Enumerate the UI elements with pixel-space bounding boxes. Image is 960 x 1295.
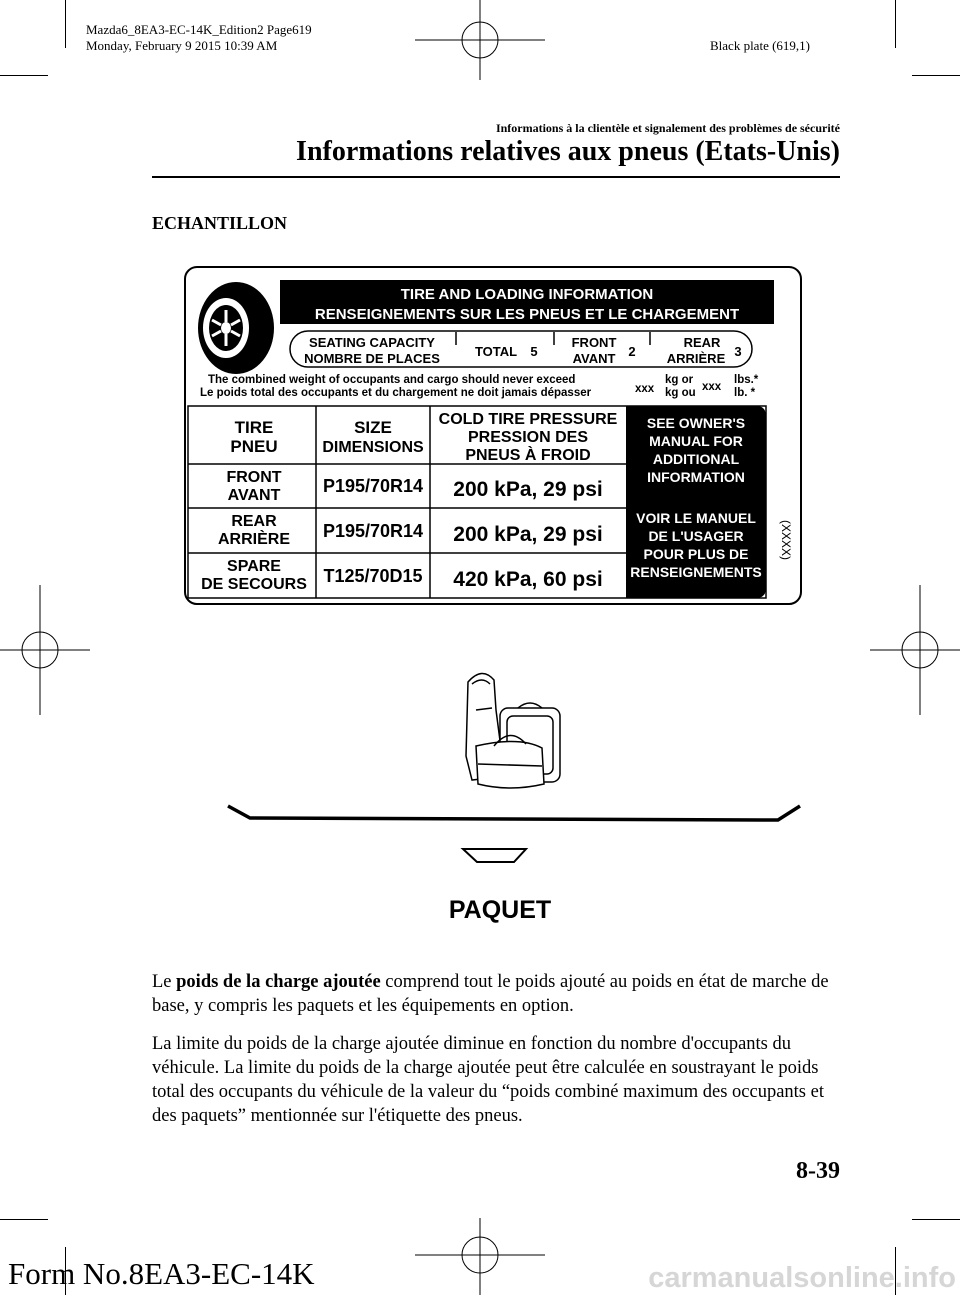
sample-label: ECHANTILLON	[152, 213, 288, 233]
cargo-label: PAQUET	[448, 896, 552, 924]
voir-manuel-3: POUR PLUS DE	[643, 546, 749, 562]
row-rear-pressure: 200 kPa, 29 psi	[453, 523, 603, 546]
weight-xxx-lb: xxx	[702, 381, 722, 393]
weight-xxx-kg: xxx	[635, 383, 655, 395]
see-manual-1: SEE OWNER'S	[646, 415, 746, 431]
cargo-illustration	[220, 660, 810, 940]
rear-value: 3	[734, 344, 742, 359]
tire-icon	[198, 282, 274, 374]
row-front-en: FRONT	[226, 469, 282, 486]
watermark: carmanualsonline.info	[648, 1262, 956, 1294]
rear-en: REAR	[683, 335, 721, 350]
label-code: (XXXX)	[779, 519, 793, 561]
total-value: 5	[530, 344, 538, 359]
row-spare-size: T125/70D15	[323, 566, 423, 586]
kg-or: kg or	[665, 374, 694, 386]
section-title: Informations à la clientèle et signalement des problèmes de sécurité	[495, 121, 840, 135]
voir-manuel-2: DE L'USAGER	[648, 528, 744, 544]
row-spare-en: SPARE	[227, 558, 281, 575]
plate-info: Black plate (619,1)	[710, 38, 810, 53]
see-manual-4: INFORMATION	[647, 469, 745, 485]
front-value: 2	[628, 344, 636, 359]
label-title-fr: RENSEIGNEMENTS SUR LES PNEUS ET LE CHARGEMENT	[314, 306, 740, 323]
col-pressure-1: COLD TIRE PRESSURE	[438, 411, 618, 428]
paragraph-1	[152, 970, 842, 1018]
form-number: Form No.8EA3-EC-14K	[8, 1256, 315, 1291]
voir-manuel-1: VOIR LE MANUEL	[636, 510, 756, 526]
print-meta-line2: Monday, February 9 2015 10:39 AM	[86, 38, 278, 53]
col-size-en: SIZE	[354, 418, 392, 437]
print-meta	[86, 22, 312, 54]
kg-ou: kg ou	[665, 387, 696, 399]
p1-rest: comprend tout le poids ajouté au poids en état de marche de base, y compris les paquets et les équipements en option.	[152, 972, 829, 1016]
row-rear-en: REAR	[231, 513, 277, 530]
col-tire-en: TIRE	[234, 418, 274, 437]
row-rear-fr: ARRIÈRE	[217, 531, 291, 548]
header-rule	[152, 176, 840, 178]
label-title-en: TIRE AND LOADING INFORMATION	[400, 286, 654, 303]
see-manual-3: ADDITIONAL	[652, 451, 740, 467]
luggage-icon	[466, 673, 560, 788]
rear-fr: ARRIÈRE	[666, 351, 726, 366]
col-size-fr: DIMENSIONS	[322, 439, 424, 456]
front-en: FRONT	[571, 335, 617, 350]
col-pressure-3: PNEUS À FROID	[465, 447, 591, 464]
p1-term: poids de la charge ajoutée	[176, 972, 381, 992]
voir-manuel-4: RENSEIGNEMENTS	[630, 564, 762, 580]
row-front-size: P195/70R14	[322, 476, 424, 496]
tire-loading-label	[184, 266, 802, 606]
page-number: 8-39	[796, 1158, 840, 1184]
col-pressure-2: PRESSION DES	[467, 429, 589, 446]
row-spare-pressure: 420 kPa, 60 psi	[453, 568, 603, 591]
row-rear-size: P195/70R14	[322, 521, 424, 541]
seating-en: SEATING CAPACITY	[309, 335, 435, 350]
lbs: lbs.*	[734, 374, 759, 386]
page-title: Informations relatives aux pneus (Etats-Unis)	[296, 136, 840, 167]
row-spare-fr: DE SECOURS	[201, 576, 307, 593]
total-label: TOTAL	[474, 344, 518, 359]
print-meta-line1: Mazda6_8EA3-EC-14K_Edition2 Page619	[86, 22, 312, 37]
col-tire-fr: PNEU	[230, 437, 278, 456]
lb: lb. *	[734, 387, 756, 399]
front-fr: AVANT	[572, 351, 616, 366]
row-front-pressure: 200 kPa, 29 psi	[453, 478, 603, 501]
weight-fr: Le poids total des occupants et du chargement ne doit jamais dépasser	[200, 387, 592, 399]
see-manual-2: MANUAL FOR	[649, 433, 743, 449]
row-front-fr: AVANT	[227, 487, 281, 504]
paragraph-2: La limite du poids de la charge ajoutée diminue en fonction du nombre d'occupants du véhicule. La limite du poids de la charge ajoutée peut être calculée en soustrayant le poids total des occupants du véhicule de la valeur du “poids combiné maximum des occupants et des paquets” mentionnée sur l'étiquette des pneus.	[152, 1034, 824, 1126]
seating-fr: NOMBRE DE PLACES	[304, 351, 440, 366]
weight-en: The combined weight of occupants and cargo should never exceed	[208, 374, 576, 386]
p1-prefix: Le	[152, 972, 177, 992]
